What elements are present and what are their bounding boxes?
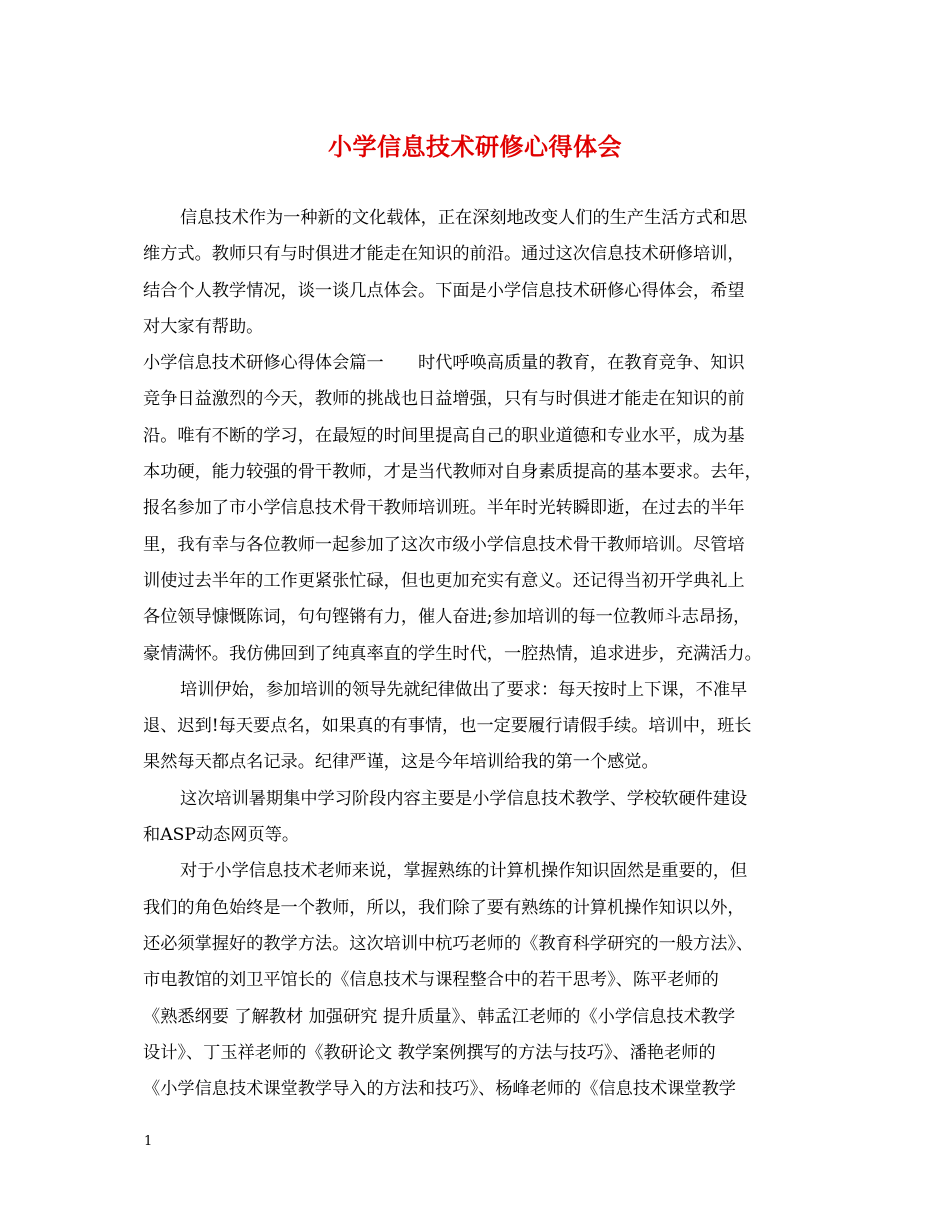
page-number: 1 bbox=[144, 1134, 153, 1149]
body-line: 《小学信息技术课堂教学导入的方法和技巧》、杨峰老师的《信息技术课堂教学 bbox=[143, 1079, 736, 1100]
body-line: 豪情满怀。我仿佛回到了纯真率直的学生时代，一腔热情，追求进步，充满活力。 bbox=[143, 643, 762, 664]
body-line: 维方式。教师只有与时俱进才能走在知识的前沿。通过这次信息技术研修培训， bbox=[143, 244, 745, 265]
body-line: 对于小学信息技术老师来说，掌握熟练的计算机操作知识固然是重要的，但 bbox=[180, 861, 748, 882]
body-line: 信息技术作为一种新的文化载体，正在深刻地改变人们的生产生活方式和思 bbox=[180, 208, 748, 228]
body-line: 结合个人教学情况，谈一谈几点体会。下面是小学信息技术研修心得体会，希望 bbox=[143, 280, 745, 301]
body-line: 报名参加了市小学信息技术骨干教师培训班。半年时光转瞬即逝，在过去的半年 bbox=[143, 498, 745, 519]
body-line: 退、迟到!每天要点名，如果真的有事情，也一定要履行请假手续。培训中，班长 bbox=[143, 716, 752, 737]
body-line: 《熟悉纲要 了解教材 加强研究 提升质量》、韩孟江老师的《小学信息技术教学 bbox=[143, 1006, 736, 1027]
body-line: 和ASP动态网页等。 bbox=[143, 825, 300, 846]
body-line: 各位领导慷慨陈词，句句铿锵有力，催人奋进;参加培训的每一位教师斗志昂扬， bbox=[143, 607, 751, 628]
body-line: 竞争日益激烈的今天，教师的挑战也日益增强，只有与时俱进才能走在知识的前 bbox=[143, 389, 745, 410]
body-line: 我们的角色始终是一个教师，所以，我们除了要有熟练的计算机操作知识以外， bbox=[143, 897, 745, 918]
document-body bbox=[143, 200, 823, 1107]
body-line: 沿。唯有不断的学习，在最短的时间里提高自己的职业道德和专业水平，成为基 bbox=[143, 425, 745, 446]
body-line: 训使过去半年的工作更紧张忙碌，但也更加充实有意义。还记得当初开学典礼上 bbox=[143, 570, 745, 591]
body-line: 对大家有帮助。 bbox=[143, 316, 264, 337]
body-line: 小学信息技术研修心得体会篇一 时代呼唤高质量的教育，在教育竞争、知识 bbox=[143, 353, 745, 374]
body-line: 市电教馆的刘卫平馆长的《信息技术与课程整合中的若干思考》、陈平老师的 bbox=[143, 970, 719, 991]
body-line: 这次培训暑期集中学习阶段内容主要是小学信息技术教学、学校软硬件建设 bbox=[180, 788, 748, 809]
body-line: 设计》、丁玉祥老师的《教研论文 教学案例撰写的方法与技巧》、潘艳老师的 bbox=[143, 1042, 716, 1063]
document-title: 小学信息技术研修心得体会 bbox=[328, 132, 622, 161]
body-line: 还必须掌握好的教学方法。这次培训中杭巧老师的《教育科学研究的一般方法》、 bbox=[143, 933, 754, 954]
body-line: 果然每天都点名记录。纪律严谨，这是今年培训给我的第一个感觉。 bbox=[143, 752, 659, 773]
body-line: 培训伊始，参加培训的领导先就纪律做出了要求：每天按时上下课，不准早 bbox=[180, 679, 748, 700]
body-line: 本功硬，能力较强的骨干教师，才是当代教师对自身素质提高的基本要求。去年， bbox=[143, 462, 762, 483]
body-line: 里，我有幸与各位教师一起参加了这次市级小学信息技术骨干教师培训。尽管培 bbox=[143, 534, 745, 555]
